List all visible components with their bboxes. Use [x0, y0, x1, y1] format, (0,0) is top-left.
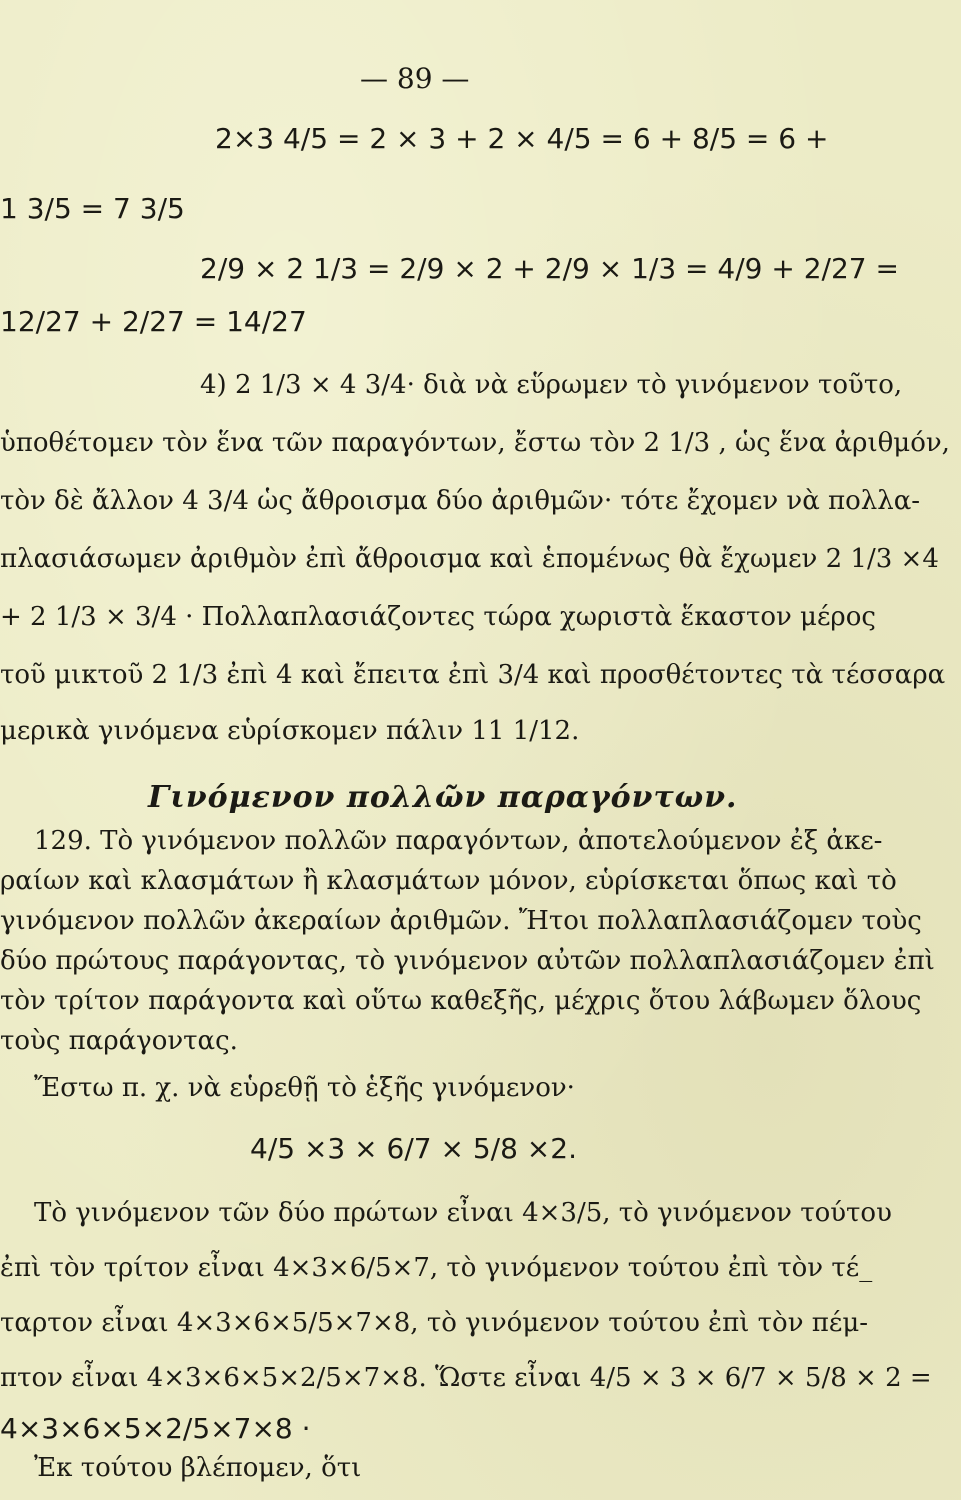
example-step-5: 4×3×6×5×2/5×7×8 ·: [0, 1412, 311, 1445]
paragraph-4-line-7: μερικὰ γινόμενα εὑρίσκομεν πάλιν 11 1/12.: [0, 716, 580, 746]
paragraph-129-line-4: δύο πρώτους παράγοντας, τὸ γινόμενον αὐτῶν πολλαπλασιάζομεν ἐπὶ: [0, 946, 935, 976]
paragraph-129-line-5: τὸν τρίτον παράγοντα καὶ οὕτω καθεξῆς, μέχρις ὅτου λάβωμεν ὅλους: [0, 986, 922, 1016]
example-step-6: Ἐκ τούτου βλέπομεν, ὅτι: [34, 1453, 362, 1483]
example-step-4: πτον εἶναι 4×3×6×5×2/5×7×8. Ὥστε εἶναι 4/5 × 3 × 6/7 × 5/8 × 2 =: [0, 1363, 932, 1393]
equation-3-continued: 12/27 + 2/27 = 14/27: [0, 305, 307, 338]
paragraph-4-line-5: + 2 1/3 × 3/4 · Πολλαπλασιάζοντες τώρα χωριστὰ ἕκαστον μέρος: [0, 602, 876, 632]
paragraph-129-line-1: 129. Τὸ γινόμενον πολλῶν παραγόντων, ἀποτελούμενον ἐξ ἀκε-: [34, 826, 883, 856]
equation-2: 2×3 4/5 = 2 × 3 + 2 × 4/5 = 6 + 8/5 = 6 +: [215, 122, 829, 155]
paragraph-4-line-4: πλασιάσωμεν ἀριθμὸν ἐπὶ ἄθροισμα καὶ ἑπομένως θὰ ἔχωμεν 2 1/3 ×4: [0, 544, 939, 574]
section-heading: Γινόμενον πολλῶν παραγόντων.: [148, 780, 738, 815]
paragraph-129-line-3: γινόμενον πολλῶν ἀκεραίων ἀριθμῶν. Ἤτοι πολλαπλασιάζομεν τοὺς: [0, 906, 922, 936]
equation-3: 2/9 × 2 1/3 = 2/9 × 2 + 2/9 × 1/3 = 4/9 + 2/27 =: [200, 252, 899, 285]
example-expression: 4/5 ×3 × 6/7 × 5/8 ×2.: [250, 1132, 577, 1165]
paragraph-4-line-2: ὑποθέτομεν τὸν ἕνα τῶν παραγόντων, ἔστω τὸν 2 1/3 , ὡς ἕνα ἀριθμόν,: [0, 428, 950, 458]
example-intro: Ἔστω π. χ. νὰ εὑρεθῇ τὸ ἑξῆς γινόμενον·: [34, 1073, 575, 1103]
equation-2-continued: 1 3/5 = 7 3/5: [0, 192, 185, 225]
paragraph-129-line-2: ραίων καὶ κλασμάτων ἢ κλασμάτων μόνον, εὑρίσκεται ὅπως καὶ τὸ: [0, 866, 897, 896]
example-step-2: ἐπὶ τὸν τρίτον εἶναι 4×3×6/5×7, τὸ γινόμενον τούτου ἐπὶ τὸν τέ_: [0, 1253, 873, 1283]
example-step-3: ταρτον εἶναι 4×3×6×5/5×7×8, τὸ γινόμενον τούτου ἐπὶ τὸν πέμ-: [0, 1308, 869, 1338]
paragraph-4-line-1: 4) 2 1/3 × 4 3/4· διὰ νὰ εὕρωμεν τὸ γινόμενον τοῦτο,: [200, 370, 903, 400]
paragraph-4-line-3: τὸν δὲ ἄλλον 4 3/4 ὡς ἄθροισμα δύο ἀριθμῶν· τότε ἔχομεν νὰ πολλα-: [0, 486, 921, 516]
paragraph-4-line-6: τοῦ μικτοῦ 2 1/3 ἐπὶ 4 καὶ ἔπειτα ἐπὶ 3/4 καὶ προσθέτοντες τὰ τέσσαρα: [0, 660, 946, 690]
example-step-1: Τὸ γινόμενον τῶν δύο πρώτων εἶναι 4×3/5, τὸ γινόμενον τούτου: [34, 1198, 892, 1228]
paragraph-129-line-6: τοὺς παράγοντας.: [0, 1026, 238, 1056]
page-number: — 89 —: [360, 62, 470, 95]
